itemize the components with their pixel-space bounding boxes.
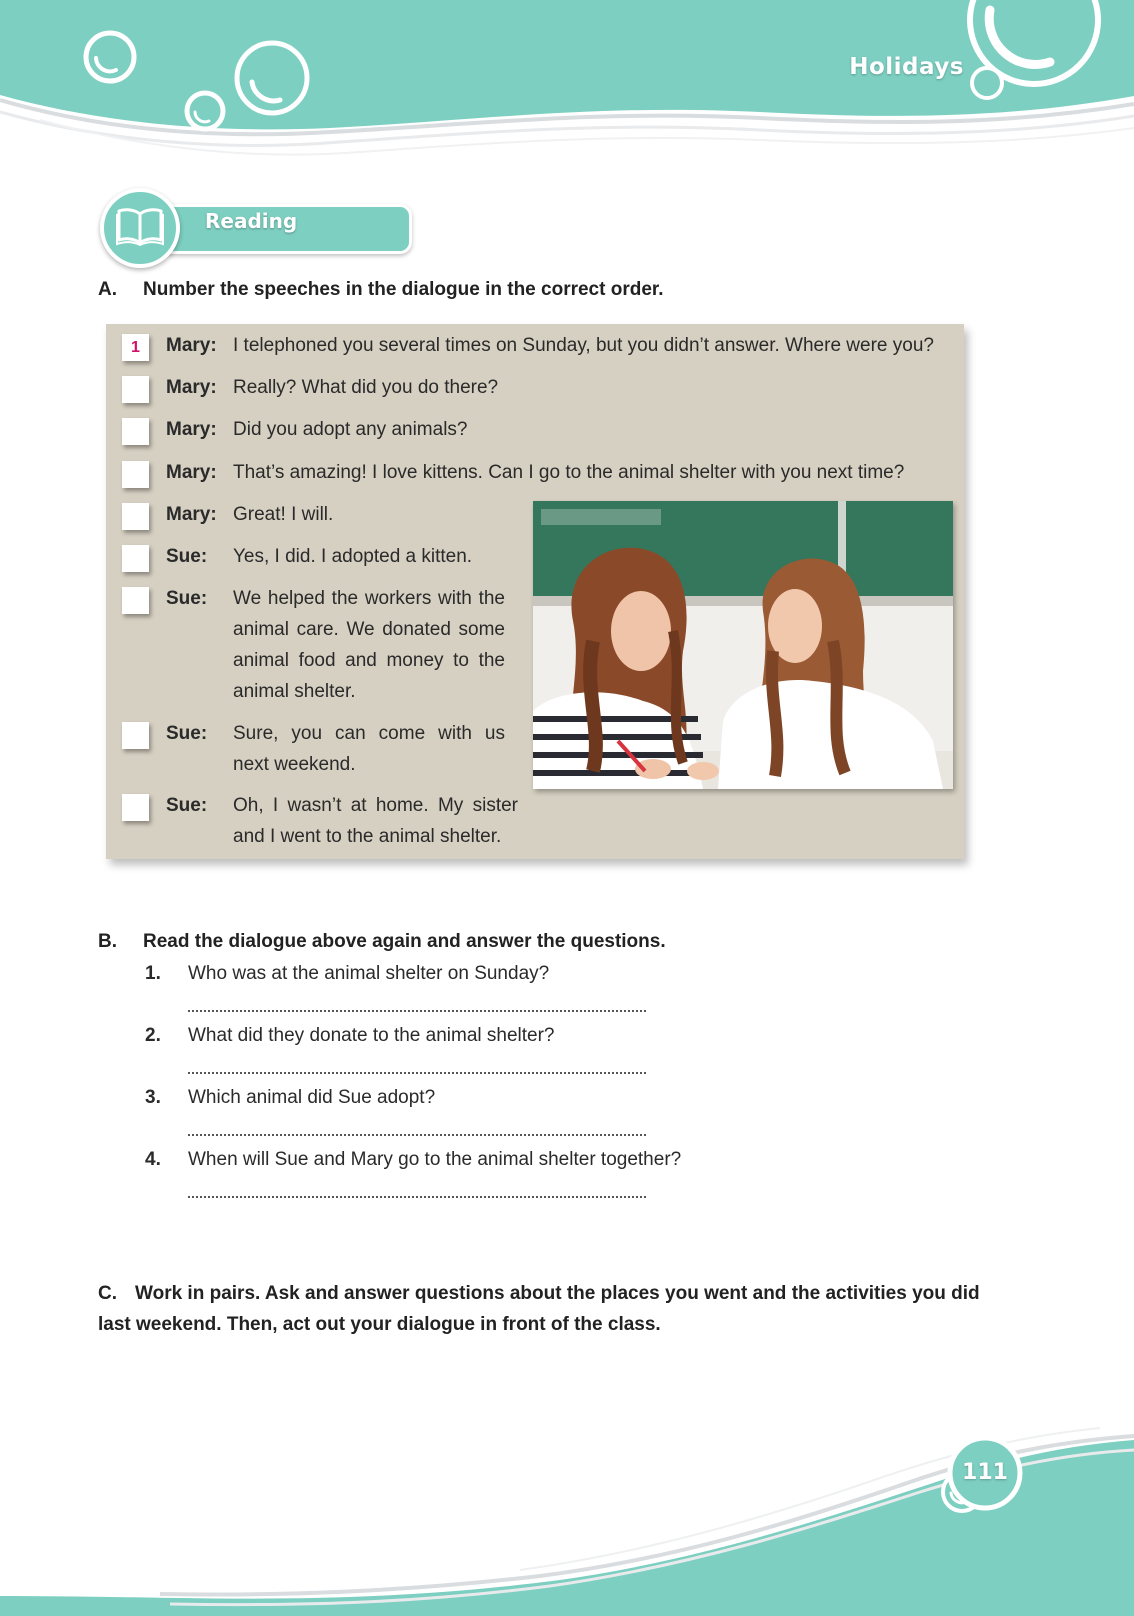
question-number: 3. bbox=[145, 1087, 161, 1108]
bubble-icon bbox=[86, 33, 134, 81]
order-number-box[interactable] bbox=[122, 545, 149, 572]
section-c-letter: C. bbox=[98, 1283, 117, 1304]
bubble-icon bbox=[972, 68, 1002, 98]
answer-line[interactable] bbox=[188, 1134, 646, 1136]
question-text: When will Sue and Mary go to the animal shelter together? bbox=[188, 1149, 682, 1170]
section-b-instruction: Read the dialogue above again and answer the questions. bbox=[143, 931, 666, 952]
speech-text: Sure, you can come with us next weekend. bbox=[233, 723, 505, 775]
reading-badge-circle bbox=[100, 188, 180, 268]
speaker-label: Mary: bbox=[166, 335, 217, 356]
answer-line[interactable] bbox=[188, 1196, 646, 1198]
question-text: Which animal did Sue adopt? bbox=[188, 1087, 436, 1108]
open-book-icon bbox=[116, 206, 164, 246]
section-b-letter: B. bbox=[98, 931, 117, 952]
question-text: What did they donate to the animal shelter? bbox=[188, 1025, 555, 1046]
question-number: 4. bbox=[145, 1149, 161, 1170]
speaker-label: Sue: bbox=[166, 795, 208, 816]
speaker-label: Sue: bbox=[166, 588, 208, 609]
speaker-label: Mary: bbox=[166, 504, 217, 525]
speaker-label: Mary: bbox=[166, 377, 217, 398]
speaker-label: Mary: bbox=[166, 419, 217, 440]
bubble-icon bbox=[237, 43, 307, 113]
chapter-title: Holidays bbox=[849, 54, 964, 80]
question-number: 2. bbox=[145, 1025, 161, 1046]
speech-text: Did you adopt any animals? bbox=[233, 419, 468, 440]
question-number: 1. bbox=[145, 963, 161, 984]
order-number-box[interactable]: 1 bbox=[122, 334, 149, 361]
section-c-instruction: Work in pairs. Ask and answer questions about the places you went and the activities you did last weekend. Then, act out your dialogue in front of the class. bbox=[98, 1283, 980, 1335]
section-a-letter: A. bbox=[98, 279, 117, 300]
speaker-label: Sue: bbox=[166, 546, 208, 567]
section-a-instruction: Number the speeches in the dialogue in the correct order. bbox=[143, 279, 664, 300]
section-c bbox=[98, 1278, 998, 1340]
order-number-box[interactable] bbox=[122, 461, 149, 488]
speaker-label: Mary: bbox=[166, 462, 217, 483]
answer-line[interactable] bbox=[188, 1072, 646, 1074]
reading-badge bbox=[100, 188, 400, 268]
header-wave bbox=[0, 0, 1134, 170]
speech-text: I telephoned you several times on Sunday, but you didn’t answer. Where were you? bbox=[233, 335, 934, 356]
order-number-box[interactable] bbox=[122, 587, 149, 614]
dialogue-panel bbox=[106, 324, 964, 859]
speech-text: That’s amazing! I love kittens. Can I go to the animal shelter with you next time? bbox=[233, 462, 905, 483]
speech-text: Really? What did you do there? bbox=[233, 377, 499, 398]
question-text: Who was at the animal shelter on Sunday? bbox=[188, 963, 550, 984]
speech-text: Oh, I wasn’t at home. My sister and I went to the animal shelter. bbox=[233, 795, 518, 847]
answer-line[interactable] bbox=[188, 1010, 646, 1012]
two-girls-photo bbox=[533, 501, 953, 789]
order-number-box[interactable] bbox=[122, 722, 149, 749]
speech-text: Yes, I did. I adopted a kitten. bbox=[233, 546, 473, 567]
bubble-icon bbox=[187, 93, 223, 129]
order-number-box[interactable] bbox=[122, 794, 149, 821]
order-number-box[interactable] bbox=[122, 503, 149, 530]
speech-text: We helped the workers with the animal care. We donated some animal food and money to the animal shelter. bbox=[233, 588, 505, 702]
order-number-box[interactable] bbox=[122, 376, 149, 403]
order-number-box[interactable] bbox=[122, 418, 149, 445]
reading-badge-label: Reading bbox=[205, 209, 298, 233]
speaker-label: Sue: bbox=[166, 723, 208, 744]
page-number: 111 bbox=[962, 1460, 1008, 1485]
speech-text: Great! I will. bbox=[233, 504, 334, 525]
